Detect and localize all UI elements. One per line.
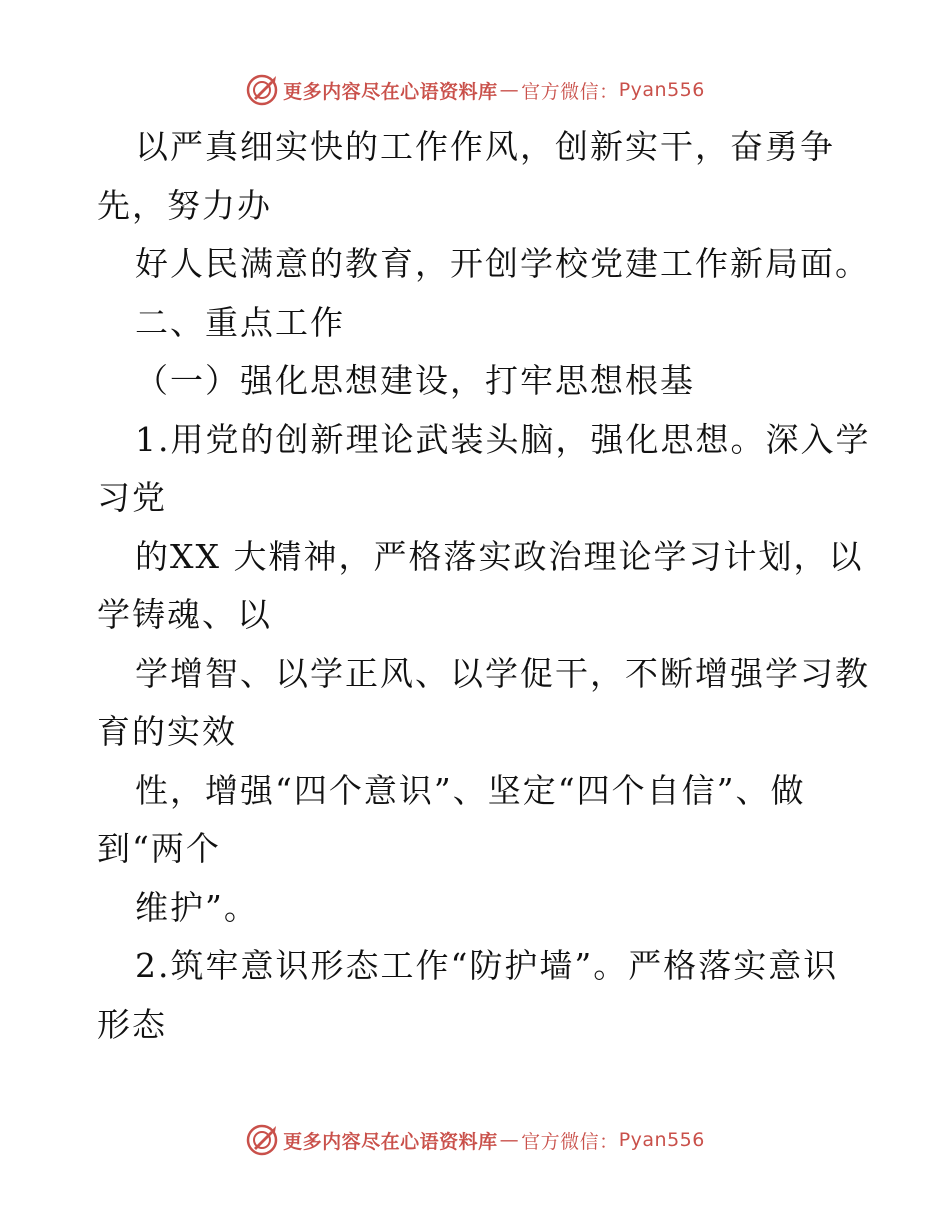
text-line-10: 学增智、以学正风、以学促干，不断增强学习教 xyxy=(135,653,870,693)
text-line-16: 形态 xyxy=(97,1004,167,1044)
subsection-heading: （一）强化思想建设，打牢思想根基 xyxy=(135,361,695,400)
quill-circle-icon xyxy=(245,73,279,107)
header-watermark xyxy=(0,70,950,110)
section-heading: 二、重点工作 xyxy=(135,302,345,342)
text-line-3: 好人民满意的教育，开创学校党建工作新局面。 xyxy=(135,244,870,283)
text-line-2: 先，努力办 xyxy=(97,185,272,225)
watermark-wechat-id: Pyan556 xyxy=(618,1129,705,1151)
watermark-main-text: 更多内容尽在心语资料库 xyxy=(283,1130,498,1153)
watermark-sub-text: 官方微信： xyxy=(521,80,619,103)
text-line-6: 1.用党的创新理论武装头脑，强化思想。深入学 xyxy=(135,419,871,459)
text-line-14: 维护”。 xyxy=(135,887,259,927)
text-line-8: 的XX 大精神，严格落实政治理论学习计划，以 xyxy=(135,536,864,576)
text-line-12: 性，增强“四个意识”、坚定“四个自信”、做 xyxy=(135,770,806,810)
text-line-7: 习党 xyxy=(97,478,167,517)
text-line-9: 学铸魂、以 xyxy=(97,595,272,634)
text-line-13: 到“两个 xyxy=(97,829,221,868)
document-body xyxy=(97,118,871,1054)
watermark-dash: — xyxy=(499,79,520,101)
watermark-dash: — xyxy=(499,1129,520,1151)
text-line-15: 2.筑牢意识形态工作“防护墙”。严格落实意识 xyxy=(135,946,839,985)
watermark-wechat-id: Pyan556 xyxy=(618,79,705,101)
watermark-sub-text: 官方微信： xyxy=(521,1130,619,1153)
text-line-1: 以严真细实快的工作作风，创新实干，奋勇争 xyxy=(135,127,835,166)
watermark-main-text: 更多内容尽在心语资料库 xyxy=(283,80,498,103)
footer-watermark xyxy=(0,1120,950,1160)
quill-circle-icon xyxy=(245,1123,279,1157)
text-line-11: 育的实效 xyxy=(97,712,237,751)
